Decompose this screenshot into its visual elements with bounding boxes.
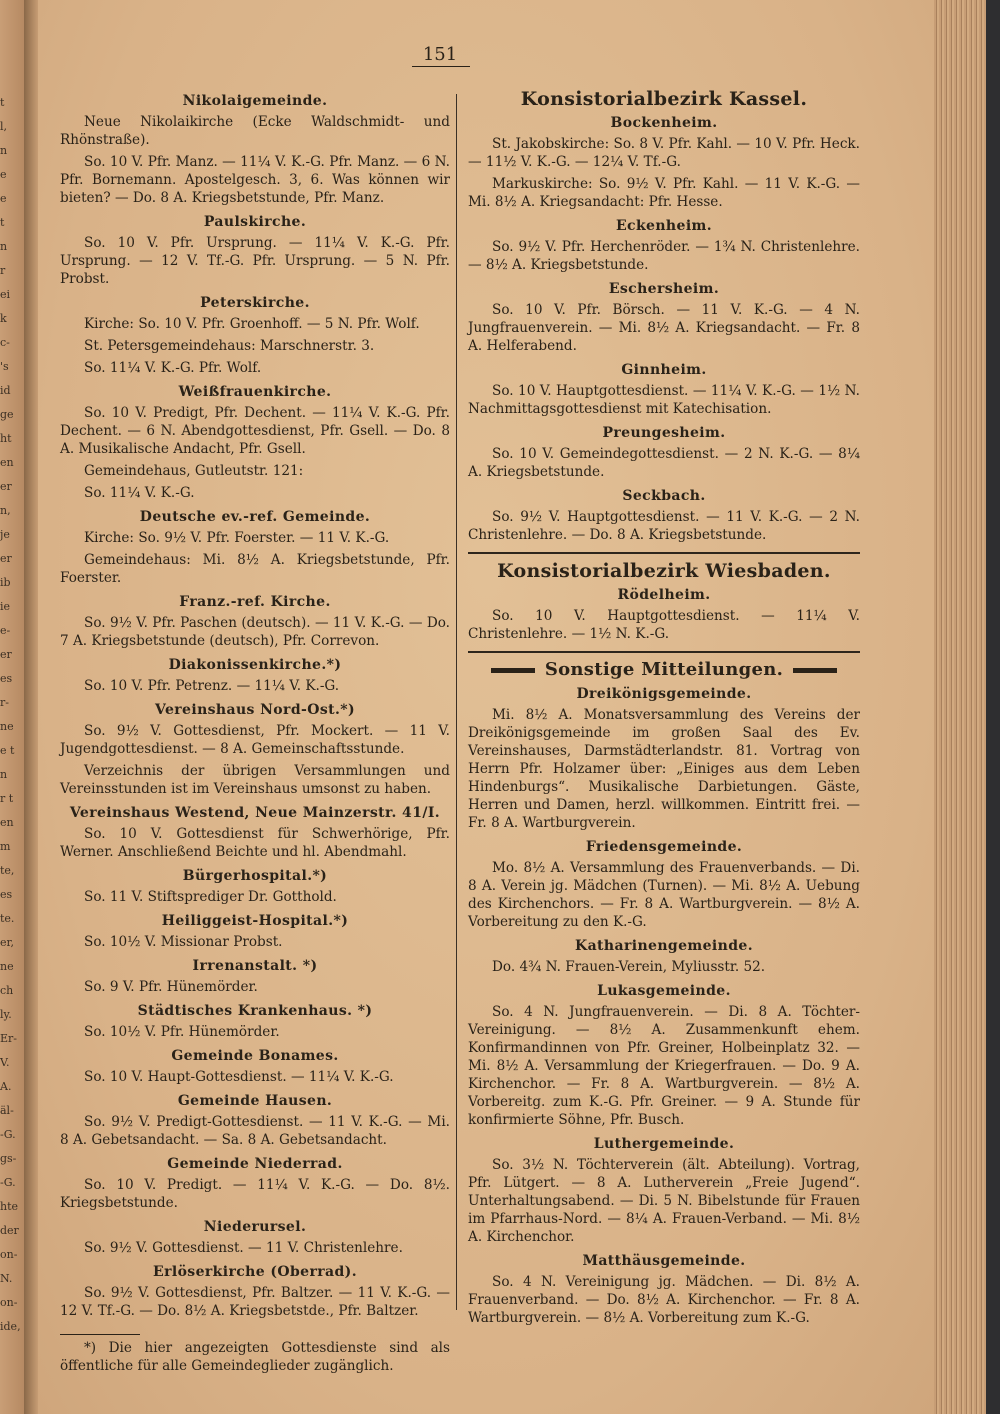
entry-text: So. 10 V. Pfr. Börsch. — 11 V. K.-G. — 4 N. Jungfrauenverein. — Mi. 8½ A. Kriegsandacht. — Fr. 8 A. Helferabend. <box>468 302 860 354</box>
previous-page-fragment: äl- <box>0 1104 14 1117</box>
previous-page-fragment: gs- <box>0 1152 17 1165</box>
entry-text: St. Jakobskirche: So. 8 V. Pfr. Kahl. — 10 V. Pfr. Heck. — 11½ V. K.-G. — 12¼ V. Tf.-G. <box>468 136 860 170</box>
previous-page-fragment: ei <box>0 288 11 301</box>
previous-page-fragment: on- <box>0 1248 18 1261</box>
section-heading: Preungesheim. <box>602 425 726 441</box>
district-title-kassel: Konsistorialbezirk Kassel. <box>520 88 808 110</box>
entry-text: Mi. 8½ A. Monatsversammlung des Vereins der Dreikönigsgemeinde im großen Saal des Ev. Vereinshauses, Darmstädterlandstr. 81. Vortrag von Herrn Pfr. Holzamer über: „Einiges aus dem Leben Hindenburgs“. Musikalische Darbietungen. Gäste, Herren und Damen, herzl. willkommen. Eintritt frei. — Fr. 8 A. Wartburgverein. <box>468 707 860 831</box>
section-heading: Gemeinde Niederrad. <box>167 1156 343 1172</box>
page-number-rule <box>412 66 470 67</box>
section-heading: Heiliggeist-Hospital.*) <box>161 913 349 929</box>
section-heading: Städtisches Krankenhaus. *) <box>137 1003 373 1019</box>
previous-page-fragment: es <box>0 888 13 901</box>
footnote: *) Die hier angezeigten Gottesdienste sind als öffentliche für alle Gemeindeglieder zugänglich. <box>60 1340 450 1374</box>
previous-page-fragment: te, <box>0 864 15 877</box>
previous-page-fragment: ge <box>0 408 14 421</box>
previous-page-fragment: r t <box>0 792 14 805</box>
section-heading: Nikolaigemeinde. <box>182 93 328 109</box>
previous-page-fragment: l, <box>0 120 8 133</box>
previous-page-fragment: m <box>0 840 11 853</box>
banner-bar-right <box>793 668 837 673</box>
entry-text: So. 4 N. Vereinigung jg. Mädchen. — Di. 8½ A. Frauenverband. — Do. 8½ A. Kirchenchor. — Fr. 8 A. Wartburgverein. — 8½ A. Vorbereitung zum K.-G. <box>468 1274 860 1326</box>
entry-text: So. 10 V. Pfr. Manz. — 11¼ V. K.-G. Pfr. Manz. — 6 N. Pfr. Bornemann. Apostelgesch. 3, 6. Was können wir bieten? — Do. 8 A. Kriegsbetstunde, Pfr. Manz. <box>60 154 450 206</box>
column-rule <box>456 94 457 1310</box>
entry-text: So. 9½ V. Predigt-Gottesdienst. — 11 V. K.-G. — Mi. 8 A. Gebetsandacht. — Sa. 8 A. Gebetsandacht. <box>60 1114 450 1148</box>
section-heading: Ginnheim. <box>621 362 707 378</box>
previous-page-fragment: k <box>0 312 7 325</box>
previous-page-fragment: V. <box>0 1056 10 1069</box>
previous-page-fragment: c- <box>0 336 10 349</box>
previous-page-fragment: e <box>0 168 7 181</box>
previous-page-fragment: N. <box>0 1272 13 1285</box>
previous-page-fragment: ide, <box>0 1320 21 1333</box>
entry-text: So. 10 V. Gemeindegottesdienst. — 2 N. K.-G. — 8¼ A. Kriegsbetstunde. <box>468 446 860 480</box>
section-heading: Gemeinde Bonames. <box>171 1048 339 1064</box>
entry-text: So. 10 V. Pfr. Petrenz. — 11¼ V. K.-G. <box>84 678 340 694</box>
previous-page-fragment: der <box>0 1224 19 1237</box>
entry-text: So. 10½ V. Missionar Probst. <box>84 934 283 950</box>
entry-text: So. 11¼ V. K.-G. <box>84 485 195 501</box>
entry-text: Gemeindehaus, Gutleutstr. 121: <box>84 463 304 479</box>
footnote-rule <box>60 1334 140 1335</box>
previous-page-fragment: en <box>0 816 14 829</box>
banner-bar-left <box>491 668 535 673</box>
entry-text: So. 9½ V. Pfr. Herchenröder. — 1¾ N. Christenlehre. — 8½ A. Kriegsbetstunde. <box>468 239 860 273</box>
entry-text: So. 10 V. Gottesdienst für Schwerhörige, Pfr. Werner. Anschließend Beichte und hl. Abendmahl. <box>60 826 450 860</box>
previous-page-fragment: e- <box>0 624 11 637</box>
section-heading: Eckenheim. <box>615 218 713 234</box>
previous-page-fragment: er <box>0 552 12 565</box>
previous-page-fragment: er <box>0 480 12 493</box>
section-heading: Eschersheim. <box>608 281 720 297</box>
entry-text: Do. 4¾ N. Frauen-Verein, Myliusstr. 52. <box>492 959 766 975</box>
section-heading: Friedensgemeinde. <box>585 839 743 855</box>
entry-text: So. 3½ N. Töchterverein (ält. Abteilung). Vortrag, Pfr. Lütgert. — 8 A. Lutherverein „Freie Jugend“. Unterhaltungsabend. — Di. 5 N. Bibelstunde für Frauen im Pfarrhaus-Nord. — 8¼ A. Frauen-Verband. — Mi. 8½ A. Kirchenchor. <box>468 1157 860 1245</box>
entry-text: So. 4 N. Jungfrauenverein. — Di. 8 A. Töchter-Vereinigung. — 8½ A. Zusammenkunft ehem. Konfirmandinnen von Pfr. Greiner, Holbeinplatz 32. — Mi. 8½ A. Versammlung der Kriegerfrauen. — Do. 9 A. Kirchenchor. — Fr. 8 A. Wartburgverein. — 8½ A. Vorbereitg. zum K.-G. Pfr. Greiner. — 9 A. Stunde für konfirmierte Söhne, Pfr. Busch. <box>468 1004 860 1128</box>
section-heading: Dreikönigsgemeinde. <box>576 686 752 702</box>
previous-page-edge <box>0 0 24 1414</box>
previous-page-fragment: r- <box>0 696 9 709</box>
entry-text: So. 9 V. Pfr. Hünemörder. <box>84 979 258 995</box>
previous-page-fragment: er <box>0 648 12 661</box>
previous-page-fragment: ht <box>0 432 12 445</box>
previous-page-fragment: t <box>0 96 5 109</box>
entry-text: Kirche: So. 10 V. Pfr. Groenhoff. — 5 N. Pfr. Wolf. <box>84 316 420 332</box>
previous-page-fragment: es <box>0 672 13 685</box>
entry-text: So. 11¼ V. K.-G. Pfr. Wolf. <box>84 360 262 376</box>
previous-page-fragment: Er- <box>0 1032 18 1045</box>
section-heading: Bockenheim. <box>610 115 718 131</box>
previous-page-fragment: -G. <box>0 1128 16 1141</box>
entry-text: So. 10 V. Predigt. — 11¼ V. K.-G. — Do. 8½. Kriegsbetstunde. <box>60 1177 450 1211</box>
previous-page-fragment: id <box>0 384 11 397</box>
entry-text: So. 9½ V. Gottesdienst. — 11 V. Christenlehre. <box>84 1240 403 1256</box>
section-heading: Bürgerhospital.*) <box>182 868 328 884</box>
right-column <box>468 86 860 1331</box>
section-heading: Diakonissenkirche.*) <box>168 657 342 673</box>
section-heading: Luthergemeinde. <box>593 1136 735 1152</box>
entry-text: So. 11 V. Stiftsprediger Dr. Gotthold. <box>84 889 337 905</box>
section-heading: Erlöserkirche (Oberrad). <box>153 1264 357 1280</box>
entry-text: So. 9½ V. Hauptgottesdienst. — 11 V. K.-G. — 2 N. Christenlehre. — Do. 8 A. Kriegsbetstunde. <box>468 509 860 543</box>
entry-text: Kirche: So. 9½ V. Pfr. Foerster. — 11 V. K.-G. <box>84 530 390 546</box>
previous-page-fragment: en <box>0 456 14 469</box>
page-number: 151 <box>422 44 458 65</box>
previous-page-fragment: ne <box>0 720 14 733</box>
previous-page-fragment: A. <box>0 1080 12 1093</box>
announcements-title: Sonstige Mitteilungen. <box>544 659 784 680</box>
previous-page-fragment: ne <box>0 960 14 973</box>
previous-page-fragment: 's <box>0 360 9 373</box>
previous-page-fragment: te. <box>0 912 15 925</box>
book-binding <box>986 0 1000 1414</box>
previous-page-fragment: er, <box>0 936 15 949</box>
previous-page-fragment: on- <box>0 1296 18 1309</box>
entry-text: So. 9½ V. Gottesdienst, Pfr. Mockert. — 11 V. Jugendgottesdienst. — 8 A. Gemeinschaftsstunde. <box>60 723 450 757</box>
district-title-wiesbaden: Konsistorialbezirk Wiesbaden. <box>497 560 831 582</box>
section-heading: Vereinshaus Nord-Ost.*) <box>154 702 355 718</box>
entry-text: Mo. 8½ A. Versammlung des Frauenverbands. — Di. 8 A. Verein jg. Mädchen (Turnen). — Mi. 8½ A. Uebung des Kirchenchors. — Fr. 8 A. Wartburgverein. — 8½ A. Vorbereitung zu den K.-G. <box>468 860 860 930</box>
entry-text: So. 9½ V. Gottesdienst, Pfr. Baltzer. — 11 V. K.-G. — 12 V. Tf.-G. — Do. 8½ A. Kriegsbetstde., Pfr. Baltzer. <box>60 1285 450 1319</box>
entry-text: So. 10 V. Hauptgottesdienst. — 11¼ V. Christenlehre. — 1½ N. K.-G. <box>468 608 860 642</box>
entry-text: So. 9½ V. Pfr. Paschen (deutsch). — 11 V. K.-G. — Do. 7 A. Kriegsbetstunde (deutsch), Pfr. Correvon. <box>60 615 450 649</box>
previous-page-fragment: n <box>0 240 8 253</box>
previous-page-fragment: je <box>0 528 10 541</box>
entry-text: St. Petersgemeindehaus: Marschnerstr. 3. <box>84 338 375 354</box>
section-heading: Niederursel. <box>203 1219 307 1235</box>
section-heading: Gemeinde Hausen. <box>177 1093 333 1109</box>
previous-page-fragment: -G. <box>0 1176 16 1189</box>
previous-page-fragment: n <box>0 768 8 781</box>
previous-page-fragment: n <box>0 144 8 157</box>
section-heading: Matthäusgemeinde. <box>582 1253 746 1269</box>
section-heading: Weißfrauenkirche. <box>178 384 332 400</box>
section-rule <box>468 651 860 653</box>
section-heading: Franz.-ref. Kirche. <box>179 594 331 610</box>
entry-text: So. 10 V. Haupt-Gottesdienst. — 11¼ V. K.-G. <box>84 1069 394 1085</box>
section-heading: Irrenanstalt. *) <box>192 958 318 974</box>
section-heading: Deutsche ev.-ref. Gemeinde. <box>139 509 371 525</box>
section-heading: Seckbach. <box>622 488 706 504</box>
section-heading: Vereinshaus Westend, Neue Mainzerstr. 41/I. <box>69 805 441 821</box>
entry-text: Neue Nikolaikirche (Ecke Waldschmidt- und Rhönstraße). <box>60 114 450 148</box>
previous-page-fragment: t <box>0 216 5 229</box>
previous-page-fragment: ie <box>0 600 11 613</box>
section-heading: Peterskirche. <box>200 295 310 311</box>
previous-page-fragment: e <box>0 192 7 205</box>
section-heading: Rödelheim. <box>617 587 711 603</box>
section-heading: Paulskirche. <box>203 214 307 230</box>
previous-page-fragment: ch <box>0 984 14 997</box>
previous-page-fragment: ly. <box>0 1008 12 1021</box>
announcements-banner <box>468 661 860 679</box>
section-heading: Lukasgemeinde. <box>597 983 731 999</box>
previous-page-fragment: ib <box>0 576 11 589</box>
section-rule <box>468 552 860 554</box>
entry-text: So. 10 V. Predigt, Pfr. Dechent. — 11¼ V. K.-G. Pfr. Dechent. — 6 N. Abendgottesdienst, Pfr. Gsell. — Do. 8 A. Musikalische Andacht, Pfr. Gsell. <box>60 405 450 457</box>
previous-page-fragment: e t <box>0 744 15 757</box>
left-column <box>60 86 450 1375</box>
previous-page-fragment: r <box>0 264 6 277</box>
entry-text: So. 10 V. Hauptgottesdienst. — 11¼ V. K.-G. — 1½ N. Nachmittagsgottesdienst mit Katechisation. <box>468 383 860 417</box>
entry-text: Markuskirche: So. 9½ V. Pfr. Kahl. — 11 V. K.-G. — Mi. 8½ A. Kriegsandacht: Pfr. Hesse. <box>468 176 860 210</box>
entry-text: Verzeichnis der übrigen Versammlungen und Vereinsstunden ist im Vereinshaus umsonst zu haben. <box>60 763 450 797</box>
previous-page-fragment: hte <box>0 1200 19 1213</box>
entry-text: So. 10 V. Pfr. Ursprung. — 11¼ V. K.-G. Pfr. Ursprung. — 12 V. Tf.-G. Pfr. Ursprung. — 5 N. Pfr. Probst. <box>60 235 450 287</box>
section-heading: Katharinengemeinde. <box>575 938 753 954</box>
entry-text: Gemeindehaus: Mi. 8½ A. Kriegsbetstunde, Pfr. Foerster. <box>60 552 450 586</box>
previous-page-fragment: n, <box>0 504 11 517</box>
entry-text: So. 10½ V. Pfr. Hünemörder. <box>84 1024 280 1040</box>
